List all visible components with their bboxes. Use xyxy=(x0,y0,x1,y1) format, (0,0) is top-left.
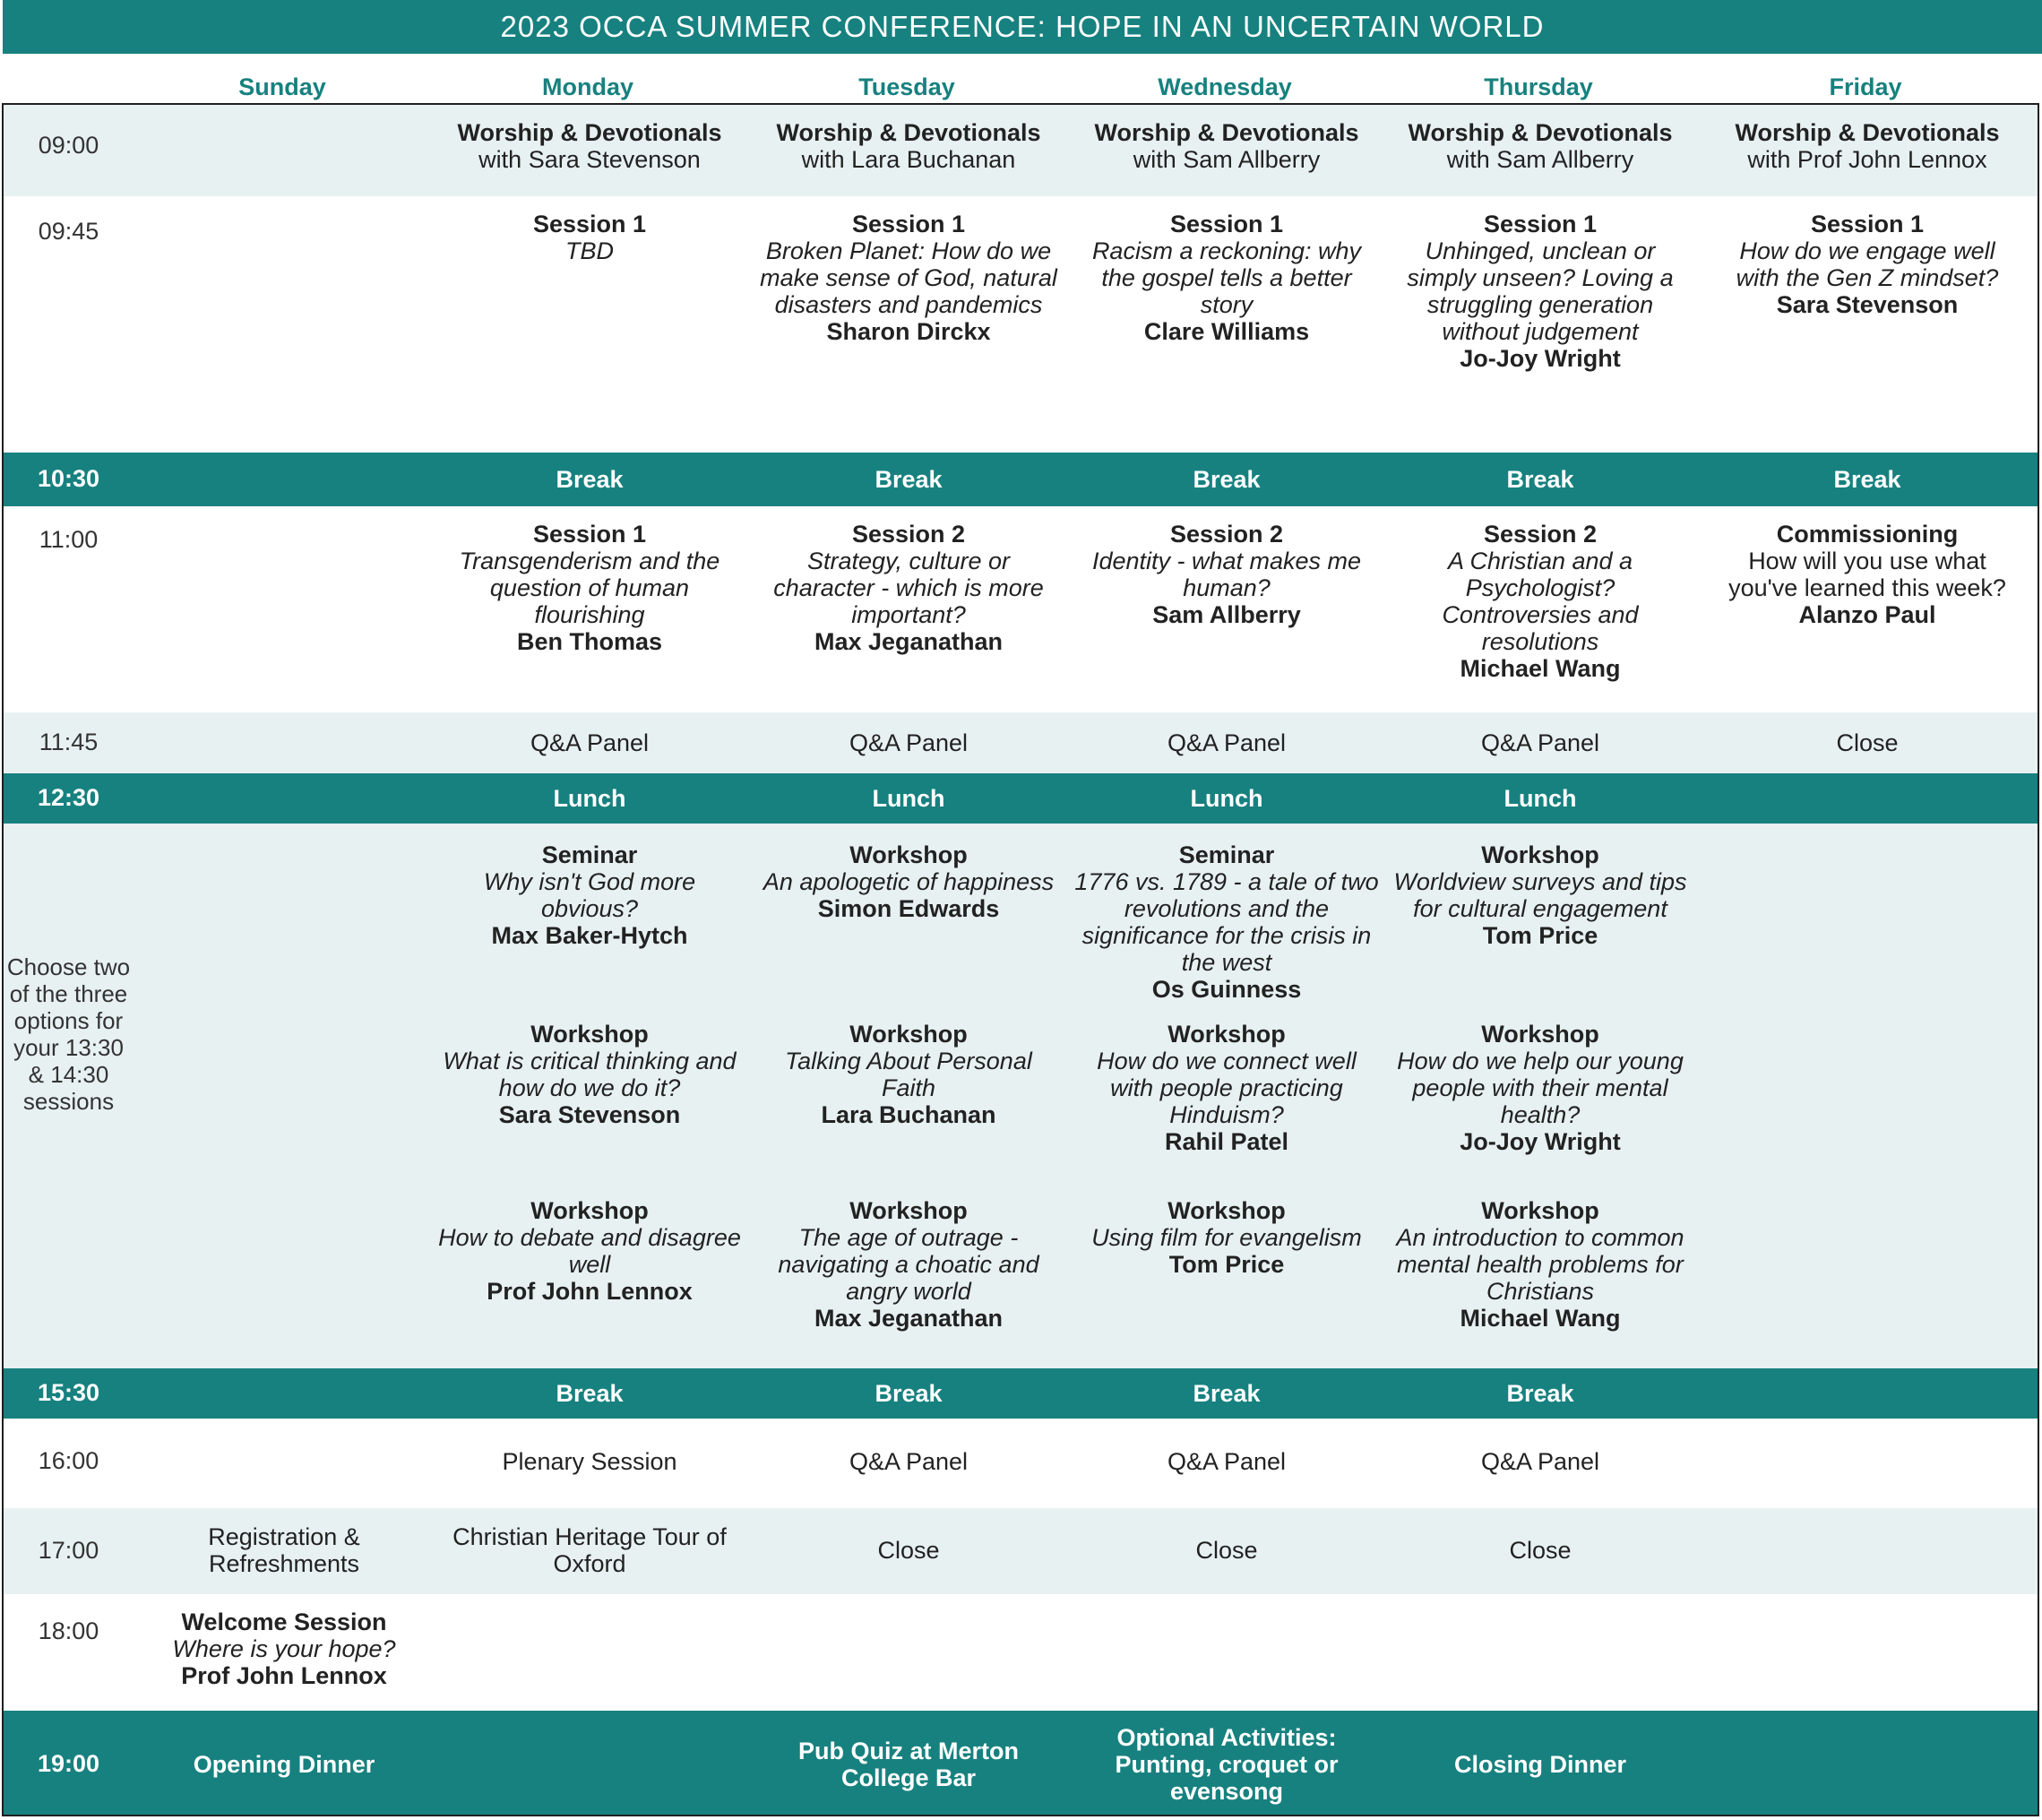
cell-topic: Where is your hope? xyxy=(172,1635,396,1662)
cell-speaker: Max Jeganathan xyxy=(814,628,1004,655)
cell-speaker: Ben Thomas xyxy=(516,628,663,655)
cell-title: Session 1 xyxy=(851,211,966,237)
option-type: Workshop xyxy=(1481,1197,1599,1224)
cell-topic: Strategy, culture or character - which is more important? xyxy=(773,548,1044,628)
cell-title: Worship & Devotionals xyxy=(1094,119,1359,146)
option-speaker: Tom Price xyxy=(1168,1251,1285,1278)
cell-topic: Broken Planet: How do we make sense of God, natural disasters and pandemics xyxy=(760,237,1057,318)
option-topic: An apologetic of happiness xyxy=(763,868,1055,895)
conference-title: 2023 OCCA SUMMER CONFERENCE: HOPE IN AN UNCERTAIN WORLD xyxy=(3,0,2042,54)
cell-speaker: Sharon Dirckx xyxy=(826,318,991,345)
option-topic: The age of outrage - navigating a choatic and angry world xyxy=(778,1224,1039,1305)
day-friday: Friday xyxy=(1829,73,1902,100)
cell-mon-1600: Plenary Session xyxy=(502,1448,677,1475)
row-1800 xyxy=(4,1594,2038,1711)
row-0945 xyxy=(4,196,2038,453)
cell-mon-1100 xyxy=(436,521,743,655)
option-topic: What is critical thinking and how do we do it? xyxy=(443,1048,737,1101)
cell-title: Session 2 xyxy=(1483,521,1598,548)
option-type: Workshop xyxy=(849,1197,968,1224)
cell-title: Session 2 xyxy=(851,521,966,548)
cell-title: Worship & Devotionals xyxy=(457,119,722,146)
option-topic: 1776 vs. 1789 - a tale of two revolutions and the significance for the crisis in the west xyxy=(1074,868,1379,976)
cell-subtitle: with Lara Buchanan xyxy=(801,146,1016,173)
cell-mon-1700: Christian Heritage Tour of Oxford xyxy=(452,1523,727,1577)
cell-tue-1530: Break xyxy=(875,1380,943,1407)
day-header-row xyxy=(0,54,2042,104)
cell-speaker: Jo-Joy Wright xyxy=(1460,345,1621,372)
cell-tue-1600: Q&A Panel xyxy=(849,1448,969,1475)
cell-wed-1030: Break xyxy=(1193,466,1261,493)
cell-topic: Unhinged, unclean or simply unseen? Loving a struggling generation without judgement xyxy=(1407,237,1674,345)
cell-title: Worship & Devotionals xyxy=(1408,119,1673,146)
row-1100 xyxy=(4,506,2038,712)
schedule-table xyxy=(2,103,2039,1816)
cell-title: Worship & Devotionals xyxy=(776,119,1041,146)
cell-subtitle: How will you use what you've learned this week? xyxy=(1728,548,2006,601)
cell-tue-1145: Q&A Panel xyxy=(849,729,969,756)
cell-tue-0945 xyxy=(756,211,1061,345)
cell-thu-1600: Q&A Panel xyxy=(1480,1448,1600,1475)
cell-thu-0945 xyxy=(1388,211,1693,372)
cell-wed-0900 xyxy=(1074,119,1379,173)
row-1700 xyxy=(4,1508,2038,1594)
option-topic: An introduction to common mental health problems for Christians xyxy=(1396,1224,1684,1305)
option-speaker: Prof John Lennox xyxy=(487,1278,693,1305)
cell-speaker: Alanzo Paul xyxy=(1798,601,1936,628)
day-tuesday: Tuesday xyxy=(858,73,955,100)
cell-wed-1530: Break xyxy=(1193,1380,1261,1407)
cell-topic: Transgenderism and the question of human flourishing xyxy=(459,548,720,628)
day-thursday: Thursday xyxy=(1484,73,1593,100)
cell-title: Session 1 xyxy=(532,521,647,548)
cell-subtitle: with Sara Stevenson xyxy=(478,146,701,173)
option-tue-2 xyxy=(756,1021,1061,1128)
option-type: Workshop xyxy=(1481,841,1599,868)
cell-topic: Racism a reckoning: why the gospel tells a better story xyxy=(1091,237,1362,318)
time-label: 18:00 xyxy=(38,1617,99,1644)
option-speaker: Tom Price xyxy=(1482,922,1598,949)
cell-topic: TBD xyxy=(565,237,614,264)
option-speaker: Jo-Joy Wright xyxy=(1460,1128,1621,1155)
day-sunday: Sunday xyxy=(238,73,326,100)
cell-thu-1900: Closing Dinner xyxy=(1453,1751,1626,1778)
day-wednesday: Wednesday xyxy=(1158,73,1292,100)
option-speaker: Lara Buchanan xyxy=(821,1101,996,1128)
option-type: Workshop xyxy=(849,1021,968,1048)
row-0900 xyxy=(4,105,2038,196)
time-label: 09:00 xyxy=(38,132,99,159)
time-label: 11:00 xyxy=(39,526,99,553)
cell-speaker: Michael Wang xyxy=(1460,655,1621,682)
row-1230 xyxy=(4,773,2038,824)
cell-mon-0945 xyxy=(436,211,743,264)
option-mon-2 xyxy=(436,1021,743,1128)
option-topic: How do we connect well with people practicing Hinduism? xyxy=(1097,1048,1357,1128)
option-type: Workshop xyxy=(530,1021,649,1048)
option-wed-1 xyxy=(1074,841,1379,1003)
cell-wed-1230: Lunch xyxy=(1190,785,1263,812)
cell-fri-0900 xyxy=(1715,119,2020,173)
cell-sun-1700: Registration & Refreshments xyxy=(208,1523,360,1577)
cell-tue-1900: Pub Quiz at Merton College Bar xyxy=(798,1738,1019,1791)
cell-mon-1145: Q&A Panel xyxy=(530,729,650,756)
option-mon-1 xyxy=(436,841,743,949)
option-type: Workshop xyxy=(1481,1021,1599,1048)
cell-subtitle: with Prof John Lennox xyxy=(1747,146,1987,173)
row-1600 xyxy=(4,1419,2038,1508)
option-wed-2 xyxy=(1074,1021,1379,1155)
option-speaker: Sara Stevenson xyxy=(498,1101,681,1128)
cell-mon-1530: Break xyxy=(556,1380,624,1407)
option-topic: Talking About Personal Faith xyxy=(785,1048,1032,1101)
option-speaker: Max Baker-Hytch xyxy=(491,922,688,949)
cell-sun-1800 xyxy=(132,1609,436,1689)
time-label: 09:45 xyxy=(38,218,99,245)
option-type: Seminar xyxy=(1178,841,1275,868)
cell-title: Session 1 xyxy=(1169,211,1284,237)
option-type: Workshop xyxy=(849,841,968,868)
cell-speaker: Prof John Lennox xyxy=(181,1662,387,1689)
time-label: 11:45 xyxy=(39,729,99,755)
cell-thu-1030: Break xyxy=(1506,466,1574,493)
time-label: 17:00 xyxy=(38,1537,99,1564)
cell-thu-1530: Break xyxy=(1506,1380,1574,1407)
option-speaker: Michael Wang xyxy=(1460,1305,1621,1332)
cell-wed-1100 xyxy=(1074,521,1379,628)
cell-thu-1230: Lunch xyxy=(1503,785,1577,812)
cell-thu-1145: Q&A Panel xyxy=(1480,729,1600,756)
time-label: 10:30 xyxy=(37,465,100,492)
choose-instructions: Choose two of the three options for your 13:30 & 14:30 sessions xyxy=(6,953,131,1115)
cell-wed-1600: Q&A Panel xyxy=(1167,1448,1287,1475)
cell-speaker: Sara Stevenson xyxy=(1776,291,1959,318)
cell-fri-1100 xyxy=(1715,521,2020,628)
cell-title: Session 1 xyxy=(1810,211,1925,237)
time-label: 12:30 xyxy=(37,784,100,811)
time-label: 16:00 xyxy=(38,1447,99,1474)
cell-thu-1100 xyxy=(1388,521,1693,682)
cell-fri-1030: Break xyxy=(1833,466,1901,493)
cell-title: Session 1 xyxy=(1483,211,1598,237)
option-topic: How to debate and disagree well xyxy=(438,1224,741,1278)
cell-wed-0945 xyxy=(1074,211,1379,345)
cell-topic: How do we engage well with the Gen Z mindset? xyxy=(1736,237,1999,291)
time-label: 15:30 xyxy=(37,1379,100,1406)
cell-mon-1030: Break xyxy=(556,466,624,493)
cell-tue-1030: Break xyxy=(875,466,943,493)
cell-wed-1145: Q&A Panel xyxy=(1167,729,1287,756)
row-1145 xyxy=(4,712,2038,773)
option-speaker: Max Jeganathan xyxy=(814,1305,1004,1332)
cell-topic: A Christian and a Psychologist? Controversies and resolutions xyxy=(1442,548,1639,655)
option-topic: Using film for evangelism xyxy=(1091,1224,1362,1251)
option-wed-3 xyxy=(1074,1197,1379,1278)
cell-title: Welcome Session xyxy=(181,1609,387,1635)
option-type: Workshop xyxy=(1167,1021,1286,1048)
option-topic: Why isn't God more obvious? xyxy=(483,868,696,922)
cell-fri-1145: Close xyxy=(1836,729,1899,756)
option-type: Seminar xyxy=(541,841,638,868)
cell-thu-0900 xyxy=(1388,119,1693,173)
cell-thu-1700: Close xyxy=(1509,1537,1572,1564)
row-1900 xyxy=(4,1711,2038,1816)
option-thu-2 xyxy=(1388,1021,1693,1155)
time-label: 19:00 xyxy=(37,1750,100,1777)
cell-title: Session 1 xyxy=(532,211,647,237)
cell-mon-0900 xyxy=(436,119,743,173)
row-afternoon-options xyxy=(4,824,2038,1368)
cell-subtitle: with Sam Allberry xyxy=(1133,146,1321,173)
cell-subtitle: with Sam Allberry xyxy=(1446,146,1634,173)
option-speaker: Simon Edwards xyxy=(817,895,1000,922)
cell-title: Worship & Devotionals xyxy=(1735,119,2000,146)
option-topic: Worldview surveys and tips for cultural engagement xyxy=(1393,868,1687,922)
option-topic: How do we help our young people with their mental health? xyxy=(1397,1048,1684,1128)
cell-title: Session 2 xyxy=(1169,521,1284,548)
option-tue-1 xyxy=(756,841,1061,922)
option-tue-3 xyxy=(756,1197,1061,1332)
cell-tue-1700: Close xyxy=(877,1537,940,1564)
cell-fri-0945 xyxy=(1715,211,2020,318)
row-1030 xyxy=(4,453,2038,506)
day-monday: Monday xyxy=(541,73,633,100)
cell-title: Commissioning xyxy=(1776,521,1959,548)
cell-tue-1100 xyxy=(756,521,1061,655)
cell-wed-1700: Close xyxy=(1195,1537,1258,1564)
cell-tue-0900 xyxy=(756,119,1061,173)
row-1530 xyxy=(4,1368,2038,1419)
option-speaker: Rahil Patel xyxy=(1164,1128,1289,1155)
option-mon-3 xyxy=(436,1197,743,1305)
option-type: Workshop xyxy=(1167,1197,1286,1224)
cell-mon-1230: Lunch xyxy=(553,785,626,812)
cell-topic: Identity - what makes me human? xyxy=(1091,548,1362,601)
option-thu-3 xyxy=(1388,1197,1693,1332)
option-speaker: Os Guinness xyxy=(1151,976,1302,1003)
option-type: Workshop xyxy=(530,1197,649,1224)
cell-speaker: Clare Williams xyxy=(1143,318,1310,345)
cell-speaker: Sam Allberry xyxy=(1152,601,1301,628)
cell-sun-1900: Opening Dinner xyxy=(193,1751,375,1778)
option-thu-1 xyxy=(1388,841,1693,949)
cell-tue-1230: Lunch xyxy=(872,785,945,812)
cell-wed-1900: Optional Activities: Punting, croquet or evensong xyxy=(1115,1724,1339,1805)
